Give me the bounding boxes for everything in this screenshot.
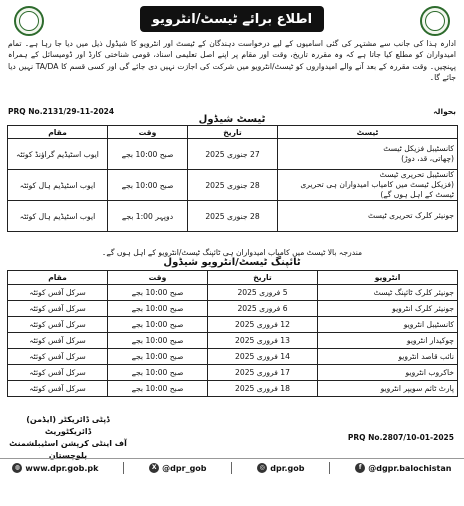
instagram-icon: ◎: [257, 463, 267, 473]
date-cell: 5 فروری 2025: [208, 285, 318, 301]
table-row: [8, 381, 458, 397]
test-schedule-title: ٹیسٹ شیڈول: [198, 114, 266, 125]
header-test: ٹیسٹ: [278, 126, 458, 139]
venue-cell: سرکل آفس کوئٹہ: [8, 365, 108, 381]
website-text: www.dpr.gob.pk: [25, 463, 99, 473]
time-cell: صبح 10:00 بجے: [108, 349, 208, 365]
x-twitter-icon: X: [149, 463, 159, 473]
post-cell: چوکیدار انٹرویو: [318, 333, 458, 349]
date-cell: 17 فروری 2025: [208, 365, 318, 381]
table-row: [8, 201, 458, 232]
table-row: [8, 333, 458, 349]
emblem-right-logo: [420, 6, 450, 36]
time-cell: صبح 10:00 بجے: [108, 333, 208, 349]
date-cell: 6 فروری 2025: [208, 301, 318, 317]
venue-cell: سرکل آفس کوئٹہ: [8, 301, 108, 317]
prq-number: PRQ No.2807/10-01-2025: [347, 433, 454, 442]
date-cell: 27 جنوری 2025: [188, 139, 278, 170]
divider: [329, 462, 330, 474]
table-row: [8, 301, 458, 317]
date-cell: 14 فروری 2025: [208, 349, 318, 365]
twitter-text: @dpr_gob: [162, 463, 207, 473]
test-cell: [278, 170, 458, 201]
divider: [123, 462, 124, 474]
facebook-link[interactable]: [355, 463, 451, 473]
venue-cell: سرکل آفس کوئٹہ: [8, 333, 108, 349]
header-post: انٹرویو: [318, 271, 458, 285]
header-date: تاریخ: [188, 126, 278, 139]
date-cell: 18 فروری 2025: [208, 381, 318, 397]
test-name: کانسٹیبل فزیکل ٹیسٹ: [383, 144, 454, 153]
emblem-left-logo: [14, 6, 44, 36]
table-header-row: [8, 271, 458, 285]
header-time: وقت: [108, 126, 188, 139]
post-cell: جونیئر کلرک ٹائپنگ ٹیسٹ: [318, 285, 458, 301]
time-cell: صبح 10:00 بجے: [108, 139, 188, 170]
twitter-link[interactable]: [149, 463, 206, 473]
table-row: [8, 139, 458, 170]
time-cell: صبح 10:00 بجے: [108, 381, 208, 397]
test-cell: [278, 139, 458, 170]
notice-title: اطلاع برائے ٹیسٹ/انٹرویو: [140, 6, 324, 32]
test-schedule-table: [7, 125, 458, 232]
time-cell: صبح 10:00 بجے: [108, 301, 208, 317]
time-cell: صبح 10:00 بجے: [108, 285, 208, 301]
venue-cell: ایوب اسٹیڈیم گراؤنڈ کوئٹہ: [8, 139, 108, 170]
venue-cell: سرکل آفس کوئٹہ: [8, 349, 108, 365]
facebook-icon: f: [355, 463, 365, 473]
table-header-row: [8, 126, 458, 139]
time-cell: دوپہر 1:00 بجے: [108, 201, 188, 232]
time-cell: صبح 10:00 بجے: [108, 365, 208, 381]
time-cell: صبح 10:00 بجے: [108, 170, 188, 201]
post-cell: کانسٹیبل انٹرویو: [318, 317, 458, 333]
date-cell: 28 جنوری 2025: [188, 170, 278, 201]
venue-cell: سرکل آفس کوئٹہ: [8, 285, 108, 301]
table-row: [8, 365, 458, 381]
table-row: [8, 285, 458, 301]
header-venue: مقام: [8, 271, 108, 285]
reference-label: بحوالہ: [433, 106, 456, 116]
test-name: کانسٹیبل تحریری ٹیسٹ: [379, 170, 454, 179]
footer-social-bar: [0, 458, 464, 477]
header-time: وقت: [108, 271, 208, 285]
post-cell: جونیئر کلرک انٹرویو: [318, 301, 458, 317]
venue-cell: ایوب اسٹیڈیم ہال کوئٹہ: [8, 170, 108, 201]
interview-schedule-table: [7, 270, 458, 397]
interview-schedule-title: ٹائپنگ ٹیسٹ/انٹرویو شیڈول: [163, 257, 301, 268]
header-date: تاریخ: [208, 271, 318, 285]
instagram-link[interactable]: [257, 463, 304, 473]
test-detail: (چھاتی، قد، دوڑ): [401, 154, 454, 163]
date-cell: 28 جنوری 2025: [188, 201, 278, 232]
table-row: [8, 317, 458, 333]
website-link[interactable]: [12, 463, 98, 473]
date-cell: 13 فروری 2025: [208, 333, 318, 349]
venue-cell: سرکل آفس کوئٹہ: [8, 381, 108, 397]
test-name: جونیئر کلرک تحریری ٹیسٹ: [368, 211, 454, 220]
facebook-text: @dgpr.balochistan: [368, 463, 452, 473]
venue-cell: ایوب اسٹیڈیم ہال کوئٹہ: [8, 201, 108, 232]
test-cell: [278, 201, 458, 232]
signature-block: [8, 415, 128, 460]
post-cell: پارٹ ٹائم سویپر انٹرویو: [318, 381, 458, 397]
divider: [231, 462, 232, 474]
post-cell: نائب قاصد انٹرویو: [318, 349, 458, 365]
prq-reference: PRQ No.2131/29-11-2024: [8, 106, 115, 116]
time-cell: صبح 10:00 بجے: [108, 317, 208, 333]
table-row: [8, 170, 458, 201]
header-venue: مقام: [8, 126, 108, 139]
venue-cell: سرکل آفس کوئٹہ: [8, 317, 108, 333]
instagram-text: dpr.gob: [270, 463, 305, 473]
globe-icon: ◍: [12, 463, 22, 473]
signatory-office: آف اینٹی کرپشن اسٹیبلشمنٹ بلوچستان: [9, 439, 127, 460]
eligibility-note: مندرجہ بالا ٹیسٹ میں کامیاب امیدواران ہی ٹائپنگ ٹیسٹ/انٹرویو کے اہل ہوں گے۔: [101, 248, 363, 257]
date-cell: 12 فروری 2025: [208, 317, 318, 333]
intro-paragraph: ادارہ ہذا کی جانب سے مشتہر کی گئی اسامیوں کے لیے درخواست دہندگان کے ٹیسٹ اور انٹرویو کا شیڈول ذیل میں دیا جا رہا ہے۔ تمام امیدواران کو مطلع کیا جاتا ہے کہ وہ مقررہ تاریخ، وقت اور مقام پر اپنے اصل تعلیمی اسناد، قومی شناختی کارڈ اور ڈومیسائل کے ہمراہ پہنچیں۔ وقت مقررہ کے بعد آنے والے امیدواروں کو ٹیسٹ/انٹرویو میں شرکت کی اجازت نہیں دی جائے گی اور کسی قسم کا TA/DA نہیں دیا جائے گا۔: [8, 39, 456, 83]
table-row: [8, 349, 458, 365]
post-cell: خاکروب انٹرویو: [318, 365, 458, 381]
test-detail: (فزیکل ٹیسٹ میں کامیاب امیدواران ہی تحریری ٹیسٹ کے اہل ہوں گے): [300, 180, 454, 199]
signatory-title: ڈپٹی ڈائریکٹر (ایڈمن) ڈائریکٹوریٹ: [26, 415, 110, 436]
